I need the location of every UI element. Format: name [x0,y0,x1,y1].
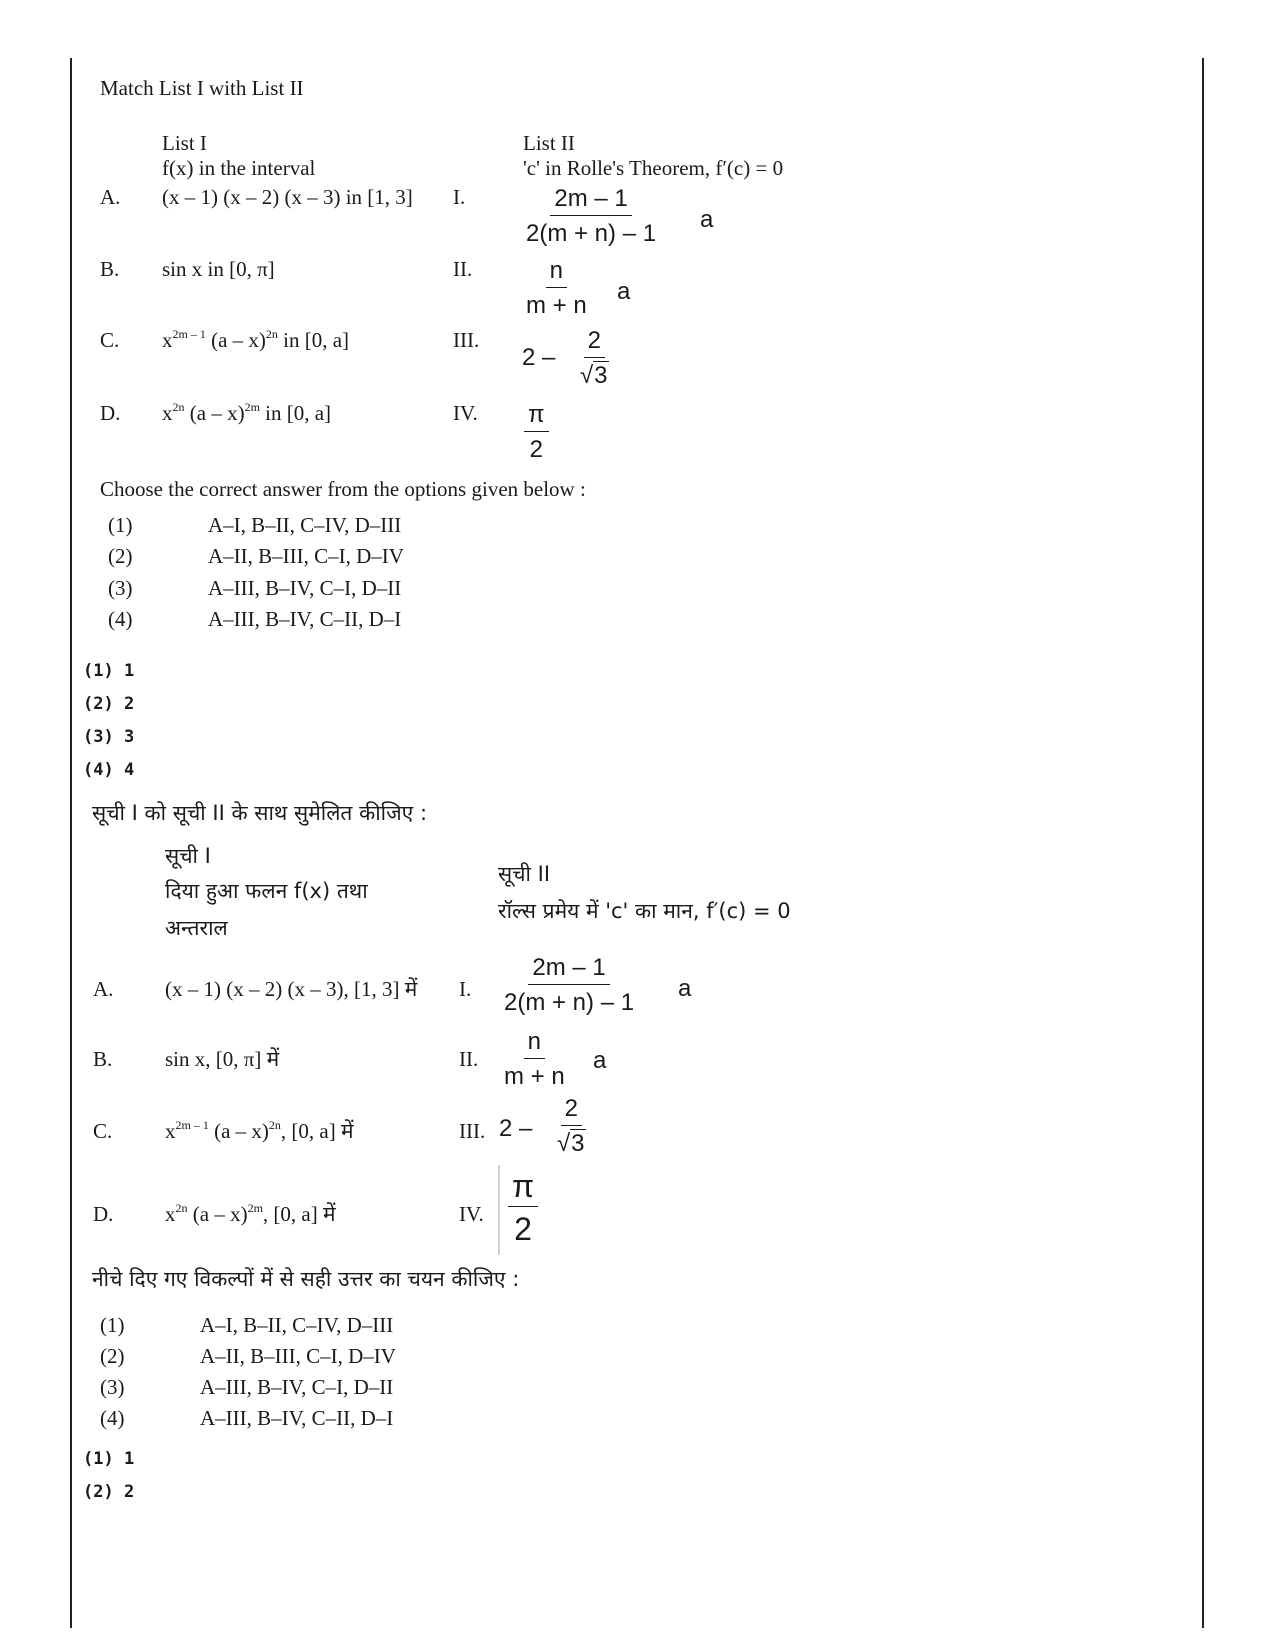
answer-choice[interactable]: (2) 2 [83,1482,135,1502]
list2-header-hindi: सूची II [498,862,551,886]
fraction-ii-hindi [500,1030,569,1089]
option-text: A–III, B–IV, C–I, D–II [208,576,402,600]
fraction-denominator: m + n [526,292,587,319]
list1-header-hindi: सूची I [165,844,211,868]
list2-subheader-hindi: रॉल्स प्रमेय में 'c' का मान, f′(c) = 0 [498,899,791,923]
fraction-numerator: 2 [561,1097,582,1126]
option-number: (1) [108,513,133,537]
option-number: (3) [108,576,133,600]
fraction-ii [522,259,591,318]
row-letter: B. [93,1047,113,1071]
function-b-hindi: sin x, [0, π] में [165,1047,280,1071]
fraction-iii-hindi [553,1097,590,1156]
fraction-denominator: 2(m + n) – 1 [526,220,657,247]
option-number: (2) [100,1344,125,1368]
option-text: A–III, B–IV, C–II, D–I [200,1406,394,1430]
fraction-denominator: 2 [529,436,543,463]
roman-numeral: IV. [453,401,478,425]
sqrt-icon: √ [557,1130,571,1157]
multiplier-a: a [617,278,631,305]
row-letter: D. [93,1202,114,1226]
function-c: $x^{2m - 1}$ (a – x)$^{2n}$ in [0, a] [162,327,350,352]
fraction-numerator: n [524,1030,545,1059]
function-b: sin x in [0, π] [162,257,275,281]
choose-instruction: Choose the correct answer from the options given below : [100,477,586,501]
list1-subheader-hindi: अन्तराल [165,916,228,940]
fraction-denominator: √3 [557,1130,585,1157]
fraction-numerator: 2 [584,329,605,358]
option-number: (4) [108,607,133,631]
option-text: A–II, B–III, C–I, D–IV [208,544,404,568]
fraction-iv [524,403,549,462]
list1-subheader-hindi: दिया हुआ फलन f(x) तथा [165,879,368,903]
expression-whole: 2 – [522,344,556,371]
answer-choice[interactable]: (1) 1 [83,1449,135,1469]
multiplier-a: a [678,975,692,1002]
option-number: (1) [100,1313,125,1337]
option-text: A–I, B–II, C–IV, D–III [200,1313,394,1337]
option-text: A–II, B–III, C–I, D–IV [200,1344,396,1368]
row-letter: A. [100,185,121,209]
fraction-denominator: 2(m + n) – 1 [504,989,635,1016]
multiplier-a: a [700,206,714,233]
roman-numeral: II. [459,1047,479,1071]
fraction-i-hindi [500,956,638,1015]
option-text: A–I, B–II, C–IV, D–III [208,513,402,537]
answer-choice[interactable]: (3) 3 [83,727,135,747]
roman-numeral: I. [453,185,466,209]
fraction-denominator: m + n [504,1063,565,1090]
row-letter: C. [93,1119,113,1143]
fraction-i [522,187,660,246]
answer-choice[interactable]: (4) 4 [83,760,135,780]
row-letter: B. [100,257,120,281]
list2-header: List II [523,131,575,155]
image-crop-edge [498,1165,500,1255]
row-letter: D. [100,401,121,425]
function-c-hindi: $x^{2m - 1}$ (a – x)$^{2n}$, [0, a] में [165,1118,354,1143]
fraction-numerator: n [546,259,567,288]
list1-subheader: f(x) in the interval [162,156,316,180]
row-letter: C. [100,328,120,352]
roman-numeral: I. [459,977,472,1001]
list1-header: List I [162,131,207,155]
option-text: A–III, B–IV, C–I, D–II [200,1375,394,1399]
function-d-hindi: $x^{2n}$ (a – x)$^{2m}$, [0, a] में [165,1201,336,1226]
row-letter: A. [93,977,114,1001]
roman-numeral: II. [453,257,473,281]
fraction-iv-hindi [508,1170,538,1245]
question-prompt: Match List I with List II [100,76,304,100]
choose-instruction-hindi: नीचे दिए गए विकल्पों में से सही उत्तर का चयन कीजिए : [92,1267,520,1291]
function-d: $x^{2n}$ (a – x)$^{2m}$ in [0, a] [162,400,332,425]
fraction-numerator: 2m – 1 [528,956,609,985]
option-text: A–III, B–IV, C–II, D–I [208,607,402,631]
fraction-numerator: π [524,403,549,432]
answer-choice[interactable]: (1) 1 [83,661,135,681]
fraction-denominator: √3 [580,362,608,389]
answer-choice[interactable]: (2) 2 [83,694,135,714]
list2-subheader: 'c' in Rolle's Theorem, f′(c) = 0 [523,156,784,180]
roman-numeral: III. [453,328,480,352]
multiplier-a: a [593,1047,607,1074]
option-number: (4) [100,1406,125,1430]
fraction-iii [576,329,613,388]
roman-numeral: III. [459,1119,486,1143]
left-margin-rule [70,58,72,1628]
expression-whole: 2 – [499,1115,533,1142]
fraction-denominator: 2 [514,1211,532,1247]
option-number: (2) [108,544,133,568]
fraction-numerator: 2m – 1 [550,187,631,216]
fraction-numerator: π [508,1170,538,1207]
sqrt-icon: √ [580,362,594,389]
question-prompt-hindi: सूची I को सूची II के साथ सुमेलित कीजिए : [92,801,428,825]
roman-numeral: IV. [459,1202,484,1226]
function-a-hindi: (x – 1) (x – 2) (x – 3), [1, 3] में [165,977,418,1001]
function-a: (x – 1) (x – 2) (x – 3) in [1, 3] [162,185,413,209]
right-margin-rule [1202,58,1204,1628]
option-number: (3) [100,1375,125,1399]
